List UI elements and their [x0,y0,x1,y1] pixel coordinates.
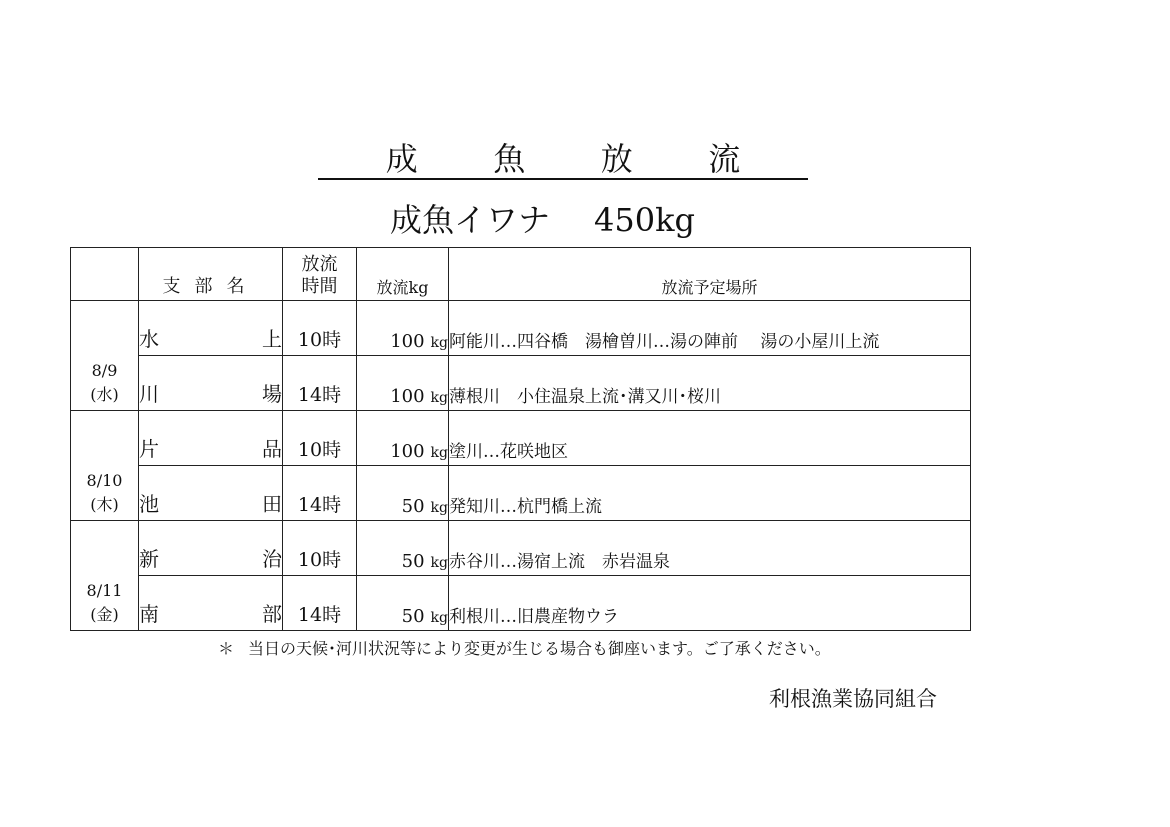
branch-cell [139,576,283,631]
weekday: (水) [90,385,119,404]
header-date [71,248,139,301]
branch-cell [139,521,283,576]
kg-unit: kg [430,390,448,406]
table-row [71,576,971,631]
time-cell: 14時 [283,356,357,411]
branch-char: 川 [139,382,159,406]
branch-char: 片 [139,437,159,461]
branch-cell [139,356,283,411]
time-cell: 14時 [283,466,357,521]
header-branch: 支部名 [139,248,283,301]
kg-cell [357,466,449,521]
place-cell: 阿能川…四谷橋 湯檜曽川…湯の陣前 湯の小屋川上流 [449,301,971,356]
place-cell: 赤谷川…湯宿上流 赤岩温泉 [449,521,971,576]
date-cell [71,411,139,521]
kg-value: 50 [401,496,425,517]
time-cell: 10時 [283,521,357,576]
title-char: 魚 [493,140,526,178]
branch-char: 新 [139,547,159,571]
date-cell [71,301,139,411]
table-row [71,466,971,521]
kg-value: 100 [390,441,425,462]
document-title [318,142,808,180]
kg-unit: kg [430,500,448,516]
kg-cell [357,576,449,631]
branch-cell [139,301,283,356]
notice-text [218,636,831,659]
date: 8/9 [91,361,118,380]
title-char: 放 [600,140,633,178]
kg-value: 100 [390,331,425,352]
weekday: (金) [90,605,119,624]
kg-unit: kg [430,555,448,571]
title-char: 流 [708,140,741,178]
kg-unit: kg [430,445,448,461]
table-header-row [71,248,971,301]
header-time-line1: 放流 [301,254,338,275]
branch-char: 場 [262,382,282,406]
notice-body: 当日の天候･河川状況等により変更が生じる場合も御座います。ご了承ください。 [248,639,831,658]
place-cell: 発知川…杭門橋上流 [449,466,971,521]
date-cell [71,521,139,631]
time-cell: 10時 [283,411,357,466]
table-row [71,521,971,576]
place-cell: 利根川…旧農産物ウラ [449,576,971,631]
kg-value: 50 [401,551,425,572]
table-row [71,411,971,466]
kg-cell [357,521,449,576]
kg-unit: kg [430,335,448,351]
title-char: 成 [385,140,418,178]
kg-cell [357,356,449,411]
date: 8/10 [86,471,123,490]
branch-cell [139,466,283,521]
release-schedule-table [70,247,971,631]
date: 8/11 [86,581,123,600]
branch-char: 池 [139,492,159,516]
header-place: 放流予定場所 [449,248,971,301]
kg-value: 50 [401,606,425,627]
fish-type: 成魚イワナ [390,201,551,239]
branch-char: 水 [139,327,159,351]
table-row [71,356,971,411]
branch-cell [139,411,283,466]
branch-char: 南 [139,602,159,626]
header-kg: 放流kg [357,248,449,301]
release-summary [390,200,695,240]
kg-cell [357,301,449,356]
kg-cell [357,411,449,466]
branch-char: 田 [262,492,282,516]
time-cell: 10時 [283,301,357,356]
branch-char: 治 [262,547,282,571]
table-row [71,301,971,356]
weekday: (木) [90,495,119,514]
time-cell: 14時 [283,576,357,631]
place-cell: 薄根川 小住温泉上流･溝又川･桜川 [449,356,971,411]
header-time-line2: 時間 [301,276,338,297]
kg-unit: kg [430,610,448,626]
kg-value: 100 [390,386,425,407]
asterisk-mark: ＊ [218,639,235,658]
organization-name: 利根漁業協同組合 [769,687,937,711]
place-cell: 塗川…花咲地区 [449,411,971,466]
header-time [283,248,357,301]
branch-char: 部 [262,602,282,626]
total-amount: 450kg [594,201,695,239]
branch-char: 品 [262,437,282,461]
branch-char: 上 [262,327,282,351]
